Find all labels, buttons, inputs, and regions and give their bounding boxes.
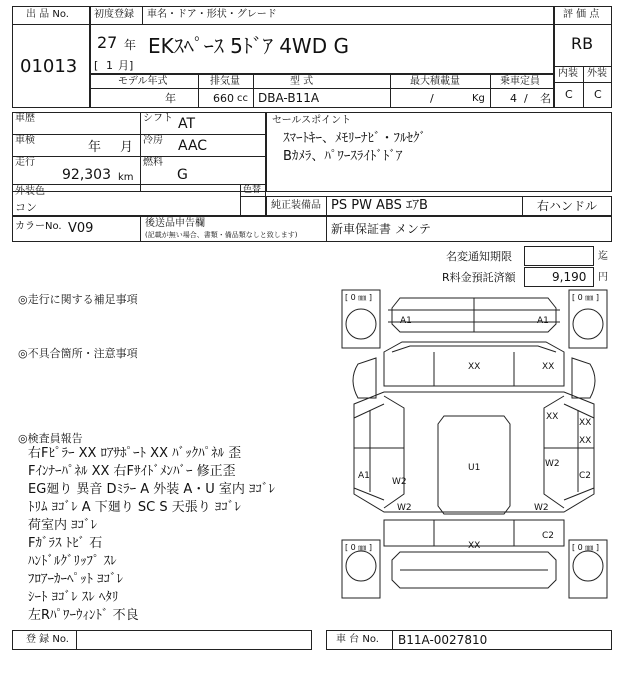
exterior-grade: C (594, 88, 602, 101)
handle-value: 右ハンドル (537, 199, 598, 213)
interior-label: 内装 (558, 68, 578, 79)
chassis-label: 車 台 No. (336, 634, 379, 645)
damage-mark: W2 (392, 477, 407, 487)
capacity-sep: / (524, 92, 528, 105)
name-change-unit: 迄 (598, 251, 608, 262)
body-outline (354, 392, 594, 512)
name-change-label: 名変通知期限 (446, 250, 512, 263)
driving-notes-label: ◎走行に関する補足事項 (18, 293, 138, 306)
max-load-sep: / (430, 92, 434, 105)
model-label: 型 式 (290, 76, 314, 87)
inspector-line: EG廻り 異音 Dﾐﾗｰ A 外装 A・U 室内 ﾖｺﾞﾚ (28, 482, 276, 497)
color-no-value: V09 (68, 221, 94, 236)
ac-value: AAC (178, 138, 208, 154)
damage-mark: XX (542, 362, 555, 372)
inspector-line: ﾌﾛｱｰｶｰﾍﾟｯﾄ ﾖｺﾞﾚ (28, 572, 124, 587)
car-name: EKｽﾍﾟｰｽ 5ﾄﾞｱ 4WD G (148, 34, 349, 58)
inspector-line: 右Fﾋﾟﾗｰ XX ﾛｱｻﾎﾟｰﾄ XX ﾊﾞｯｸﾊﾟﾈﾙ 歪 (28, 446, 242, 461)
inspector-line: Fｶﾞﾗｽ ﾄﾋﾞ 石 (28, 536, 103, 551)
score-label: 評 価 点 (563, 9, 600, 20)
color-no-box (12, 216, 612, 242)
damage-mark: C2 (579, 471, 592, 481)
damage-mark: W2 (545, 459, 560, 469)
color-box (12, 184, 266, 216)
warranty-value: 新車保証書 メンテ (331, 222, 431, 236)
model-year-label: モデル年式 (118, 76, 168, 87)
mileage-value: 92,303 (62, 167, 111, 183)
damage-mark: W2 (397, 503, 412, 513)
fuel-value: G (177, 167, 188, 183)
inspector-line: ﾊﾝﾄﾞﾙｸﾞﾘｯﾌﾟ ｽﾚ (28, 554, 117, 569)
inspector-line: 左Rﾊﾟﾜｰｳｨﾝﾄﾞ 不良 (28, 608, 139, 623)
equipment-value: PS PW ABS ｴｱB (331, 198, 428, 213)
color-label: 外装色 (15, 186, 45, 197)
shift-label: シフト (143, 113, 173, 124)
sales-points-line1: ｽﾏｰﾄｷｰ、ﾒﾓﾘｰﾅﾋﾞ・ﾌﾙｾｸﾞ (283, 131, 427, 146)
car-name-label: 車名・ドア・形状・グレード (147, 9, 277, 20)
tire-front-right-label: [ 0 ㎜ ] (572, 293, 599, 302)
ac-label: 冷房 (143, 135, 163, 146)
history-label: 車歴 (15, 113, 35, 124)
equipment-label: 純正装備品 (271, 200, 321, 211)
damage-mark: XX (579, 436, 592, 446)
right-fender-outline (572, 358, 595, 398)
capacity-unit: 名 (540, 92, 551, 105)
defects-label: ◎不具合箇所・注意事項 (18, 347, 138, 360)
reg-no-label: 登 録 No. (26, 634, 69, 645)
capacity-value: 4 (510, 92, 517, 105)
fuel-label: 燃料 (143, 157, 163, 168)
damage-mark: XX (546, 412, 559, 422)
inspector-line: 荷室内 ﾖｺﾞﾚ (28, 518, 98, 533)
tire-rear-right-label: [ 0 ㎜ ] (572, 543, 599, 552)
reg-month-open: [ (94, 59, 99, 72)
tire-rear-right-icon (573, 551, 603, 581)
chassis-no: B11A-0027810 (398, 633, 488, 647)
tire-front-left-label: [ 0 ㎜ ] (345, 293, 372, 302)
sales-points-line2: Bｶﾒﾗ、ﾊﾟﾜｰｽﾗｲﾄﾞﾄﾞｱ (283, 149, 403, 164)
damage-mark: A1 (358, 471, 370, 481)
post-docs-note: (記載が無い場合、書類・備品類なしと致します) (145, 231, 298, 239)
exterior-label: 外装 (587, 68, 607, 79)
repaint-label: 色替 (243, 185, 262, 195)
reg-year-unit: 年 (124, 38, 137, 52)
tire-rear-left-label: [ 0 ㎜ ] (345, 543, 372, 552)
inspector-line: Fｲﾝﾅｰﾊﾟﾈﾙ XX 右Fｻｲﾄﾞﾒﾝﾊﾞｰ 修正歪 (28, 464, 236, 479)
recycle-unit: 円 (598, 272, 608, 283)
mileage-unit: km (118, 172, 134, 183)
damage-mark: XX (468, 541, 481, 551)
tire-rear-left-icon (346, 551, 376, 581)
inspector-line: ｼｰﾄ ﾖｺﾞﾚ ｽﾚ ﾍﾀﾘ (28, 590, 119, 605)
inspector-line: ﾄﾘﾑ ﾖｺﾞﾚ A 下廻り SC S 天張り ﾖｺﾞﾚ (28, 500, 241, 515)
tire-front-right-icon (573, 309, 603, 339)
post-docs-label: 後送品申告欄 (145, 218, 205, 229)
color-no-label: カラーNo. (15, 221, 62, 232)
left-fender-outline (353, 358, 376, 398)
damage-mark: U1 (468, 463, 481, 473)
damage-mark: W2 (534, 503, 549, 513)
damage-mark: A1 (400, 316, 412, 326)
recycle-label: R料金預託済額 (442, 271, 516, 284)
shaken-month-unit: 月 (120, 140, 134, 155)
sales-points-label: セールスポイント (272, 115, 352, 126)
model-year-unit: 年 (165, 92, 176, 105)
damage-mark: A1 (537, 316, 549, 326)
displacement-label: 排気量 (210, 76, 240, 87)
lot-no: 01013 (20, 56, 78, 77)
capacity-label: 乗車定員 (500, 76, 540, 87)
damage-mark: C2 (542, 531, 555, 541)
reg-month: 1 (106, 59, 113, 72)
score-value: RB (571, 34, 594, 53)
mileage-label: 走行 (15, 157, 35, 168)
max-load-label: 最大積載量 (410, 76, 460, 87)
first-reg-label: 初度登録 (94, 9, 134, 20)
reg-month-close: 月] (118, 59, 134, 72)
reg-year: 27 (97, 33, 118, 52)
max-load-unit: Kg (472, 93, 485, 104)
damage-mark: XX (579, 418, 592, 428)
car-damage-diagram (340, 288, 612, 600)
lot-no-label: 出 品 No. (26, 9, 69, 20)
shaken-year-unit: 年 (88, 140, 102, 155)
shaken-label: 車検 (15, 135, 35, 146)
shift-value: AT (178, 116, 196, 132)
color-value: コン (15, 201, 37, 214)
name-change-field (524, 246, 594, 266)
recycle-value: 9,190 (552, 270, 587, 284)
inspector-label: ◎検査員報告 (18, 432, 83, 445)
interior-grade: C (565, 88, 573, 101)
details-box (12, 112, 266, 192)
displacement-value: 660 (213, 92, 234, 105)
tire-front-left-icon (346, 309, 376, 339)
displacement-unit: cc (237, 93, 248, 104)
damage-mark: XX (468, 362, 481, 372)
model-code: DBA-B11A (258, 91, 320, 105)
